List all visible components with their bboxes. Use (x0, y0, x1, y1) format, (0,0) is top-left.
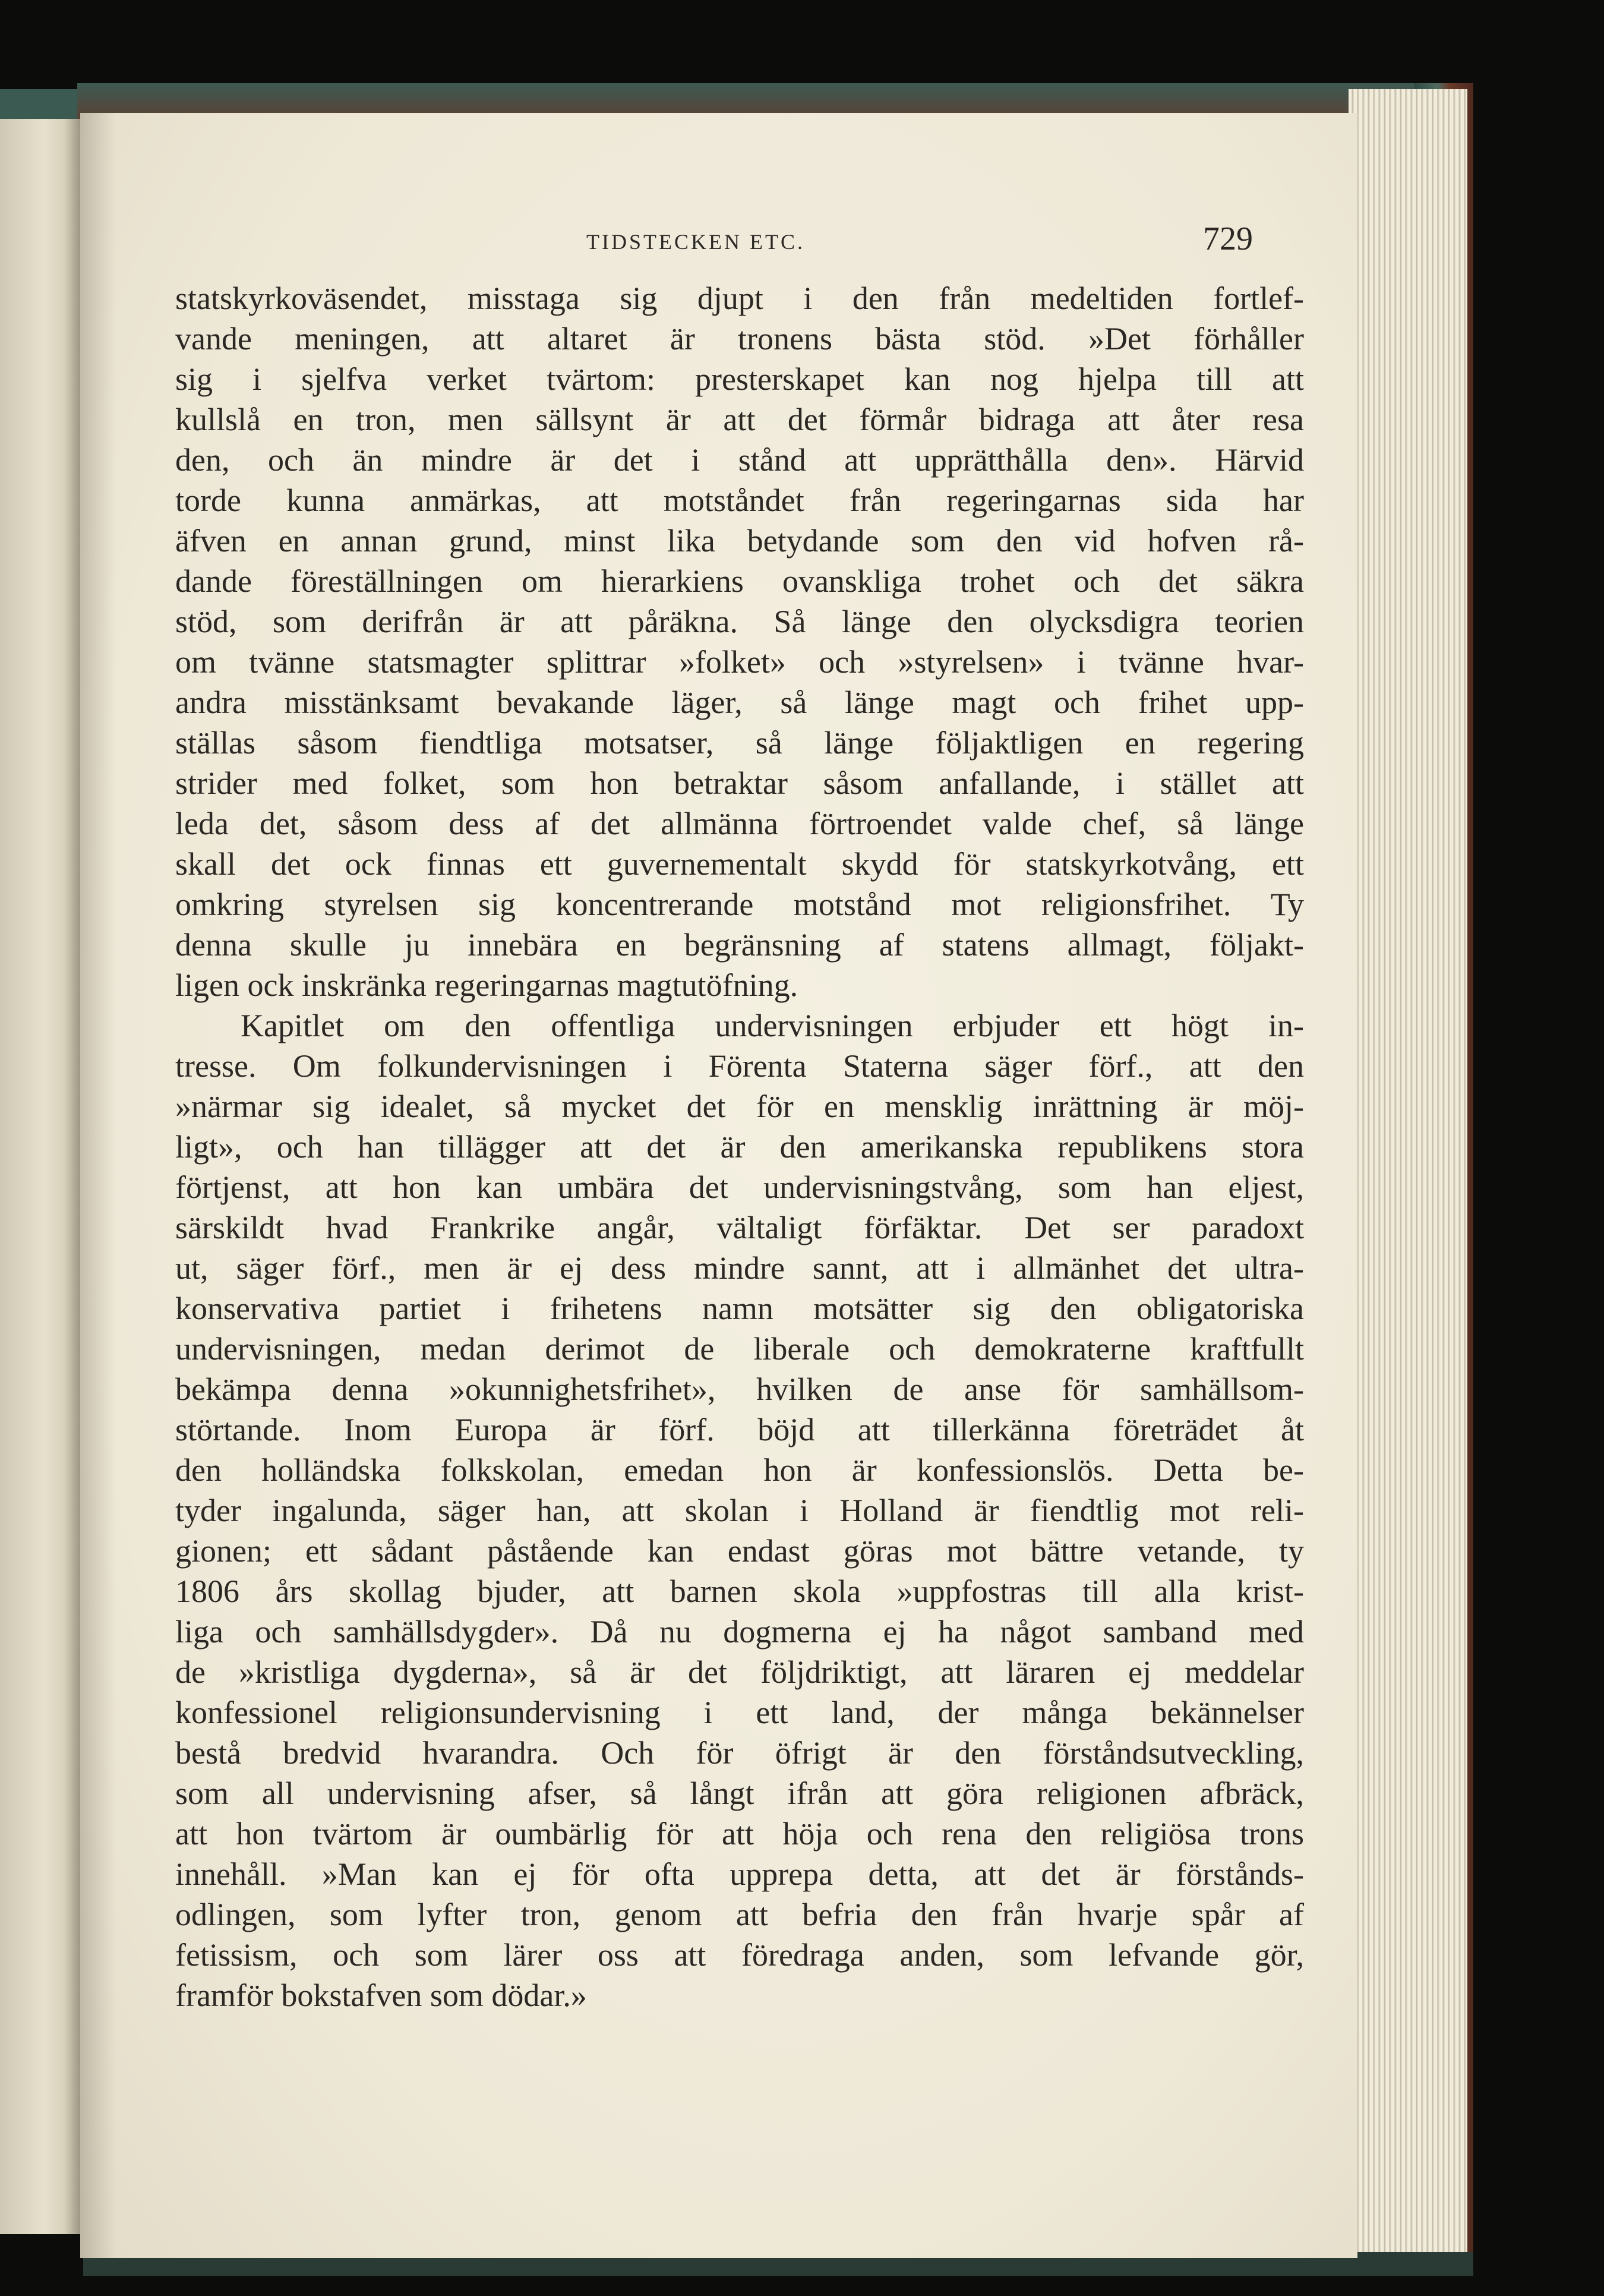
text-line: strider med folket, som hon betraktar såsom anfallande, i stället att (175, 765, 1304, 801)
text-line: äfven en annan grund, minst lika betydande som den vid hofven rå- (175, 523, 1304, 559)
text-line: fetissism, och som lärer oss att föredraga anden, som lefvande gör, (175, 1937, 1304, 1973)
text-line: omkring styrelsen sig koncentrerande motstånd mot religionsfrihet. Ty (175, 887, 1304, 922)
running-head: TIDSTECKEN ETC. (586, 230, 805, 254)
text-line: bekämpa denna »okunnighetsfrihet», hvilken de anse för samhällsom- (175, 1371, 1304, 1407)
text-line: att hon tvärtom är oumbärlig för att höja och rena den religiösa trons (175, 1816, 1304, 1852)
text-line: liga och samhällsdygder». Då nu dogmerna ej ha något samband med (175, 1614, 1304, 1650)
gutter-shadow (80, 113, 116, 2258)
text-line: denna skulle ju innebära en begränsning af statens allmagt, följakt- (175, 927, 1304, 963)
text-line: den, och än mindre är det i stånd att upprätthålla den». Härvid (175, 442, 1304, 478)
text-line: stöd, som derifrån är att påräkna. Så länge den olycksdigra teorien (175, 604, 1304, 639)
text-line: kullslå en tron, men sällsynt är att det förmår bidraga att åter resa (175, 402, 1304, 437)
text-line: 1806 års skollag bjuder, att barnen skola »uppfostras till alla krist- (175, 1573, 1304, 1609)
text-line: undervisningen, medan derimot de liberale och demokraterne kraftfullt (175, 1331, 1304, 1367)
text-line: ligen ock inskränka regeringarnas magtutöfning. (175, 967, 798, 1003)
text-line: ligt», och han tillägger att det är den amerikanska republikens stora (175, 1129, 1304, 1165)
text-line: förtjenst, att hon kan umbära det undervisningstvång, som han eljest, (175, 1169, 1304, 1205)
text-line: Kapitlet om den offentliga undervisningen erbjuder ett högt in- (241, 1008, 1304, 1043)
text-line: skall det ock finnas ett guvernementalt skydd för statskyrkotvång, ett (175, 846, 1304, 882)
text-line: om tvänne statsmagter splittrar »folket» och »styrelsen» i tvänne hvar- (175, 644, 1304, 680)
text-line: leda det, såsom dess af det allmänna förtroendet valde chef, så länge (175, 806, 1304, 841)
text-line: andra misstänksamt bevakande läger, så länge magt och frihet upp- (175, 685, 1304, 720)
paragraph-2 (175, 1005, 1304, 2016)
text-line: odlingen, som lyfter tron, genom att befria den från hvarje spår af (175, 1897, 1304, 1932)
text-line: särskildt hvad Frankrike angår, vältaligt förfäktar. Det ser paradoxt (175, 1210, 1304, 1245)
body-text (175, 278, 1304, 2016)
text-line: konservativa partiet i frihetens namn motsätter sig den obligatoriska (175, 1291, 1304, 1326)
text-line: störtande. Inom Europa är förf. böjd att tillerkänna företrädet åt (175, 1412, 1304, 1447)
text-line: statskyrkoväsendet, misstaga sig djupt i den från medeltiden fortlef- (175, 280, 1304, 316)
text-line: torde kunna anmärkas, att motståndet från regeringarnas sida har (175, 482, 1304, 518)
text-line: ställas såsom fiendtliga motsatser, så länge följaktligen en regering (175, 725, 1304, 761)
text-line: tresse. Om folkundervisningen i Förenta Staterna säger förf., att den (175, 1048, 1304, 1084)
text-line: som all undervisning afser, så långt ifrån att göra religionen afbräck, (175, 1775, 1304, 1811)
book-page-edges (1349, 89, 1467, 2264)
text-line: konfessionel religionsundervisning i ett land, der många bekännelser (175, 1695, 1304, 1730)
text-line: sig i sjelfva verket tvärtom: presterskapet kan nog hjelpa till att (175, 361, 1304, 397)
text-line: dande föreställningen om hierarkiens ovanskliga trohet och det säkra (175, 563, 1304, 599)
text-line: gionen; ett sådant påstående kan endast göras mot bättre vetande, ty (175, 1533, 1304, 1569)
paragraph-1 (175, 278, 1304, 1005)
text-line: ut, säger förf., men är ej dess mindre sannt, att i allmänhet det ultra- (175, 1250, 1304, 1286)
text-line: de »kristliga dygderna», så är det följdriktigt, att läraren ej meddelar (175, 1654, 1304, 1690)
text-line: bestå bredvid hvarandra. Och för öfrigt är den förståndsutveckling, (175, 1735, 1304, 1771)
text-line: »närmar sig idealet, så mycket det för en mensklig inrättning är möj- (175, 1089, 1304, 1124)
text-line: innehåll. »Man kan ej för ofta upprepa detta, att det är förstånds- (175, 1856, 1304, 1892)
text-line: tyder ingalunda, säger han, att skolan i Holland är fiendtlig mot reli- (175, 1493, 1304, 1528)
text-line: den holländska folkskolan, emedan hon är konfessionslös. Detta be- (175, 1452, 1304, 1488)
book-page (80, 113, 1357, 2258)
page-number: 729 (1203, 220, 1253, 257)
text-line: framför bokstafven som dödar.» (175, 1978, 587, 2013)
facing-page-edge (0, 119, 80, 2234)
text-line: vande meningen, att altaret är tronens bästa stöd. »Det förhåller (175, 321, 1304, 357)
